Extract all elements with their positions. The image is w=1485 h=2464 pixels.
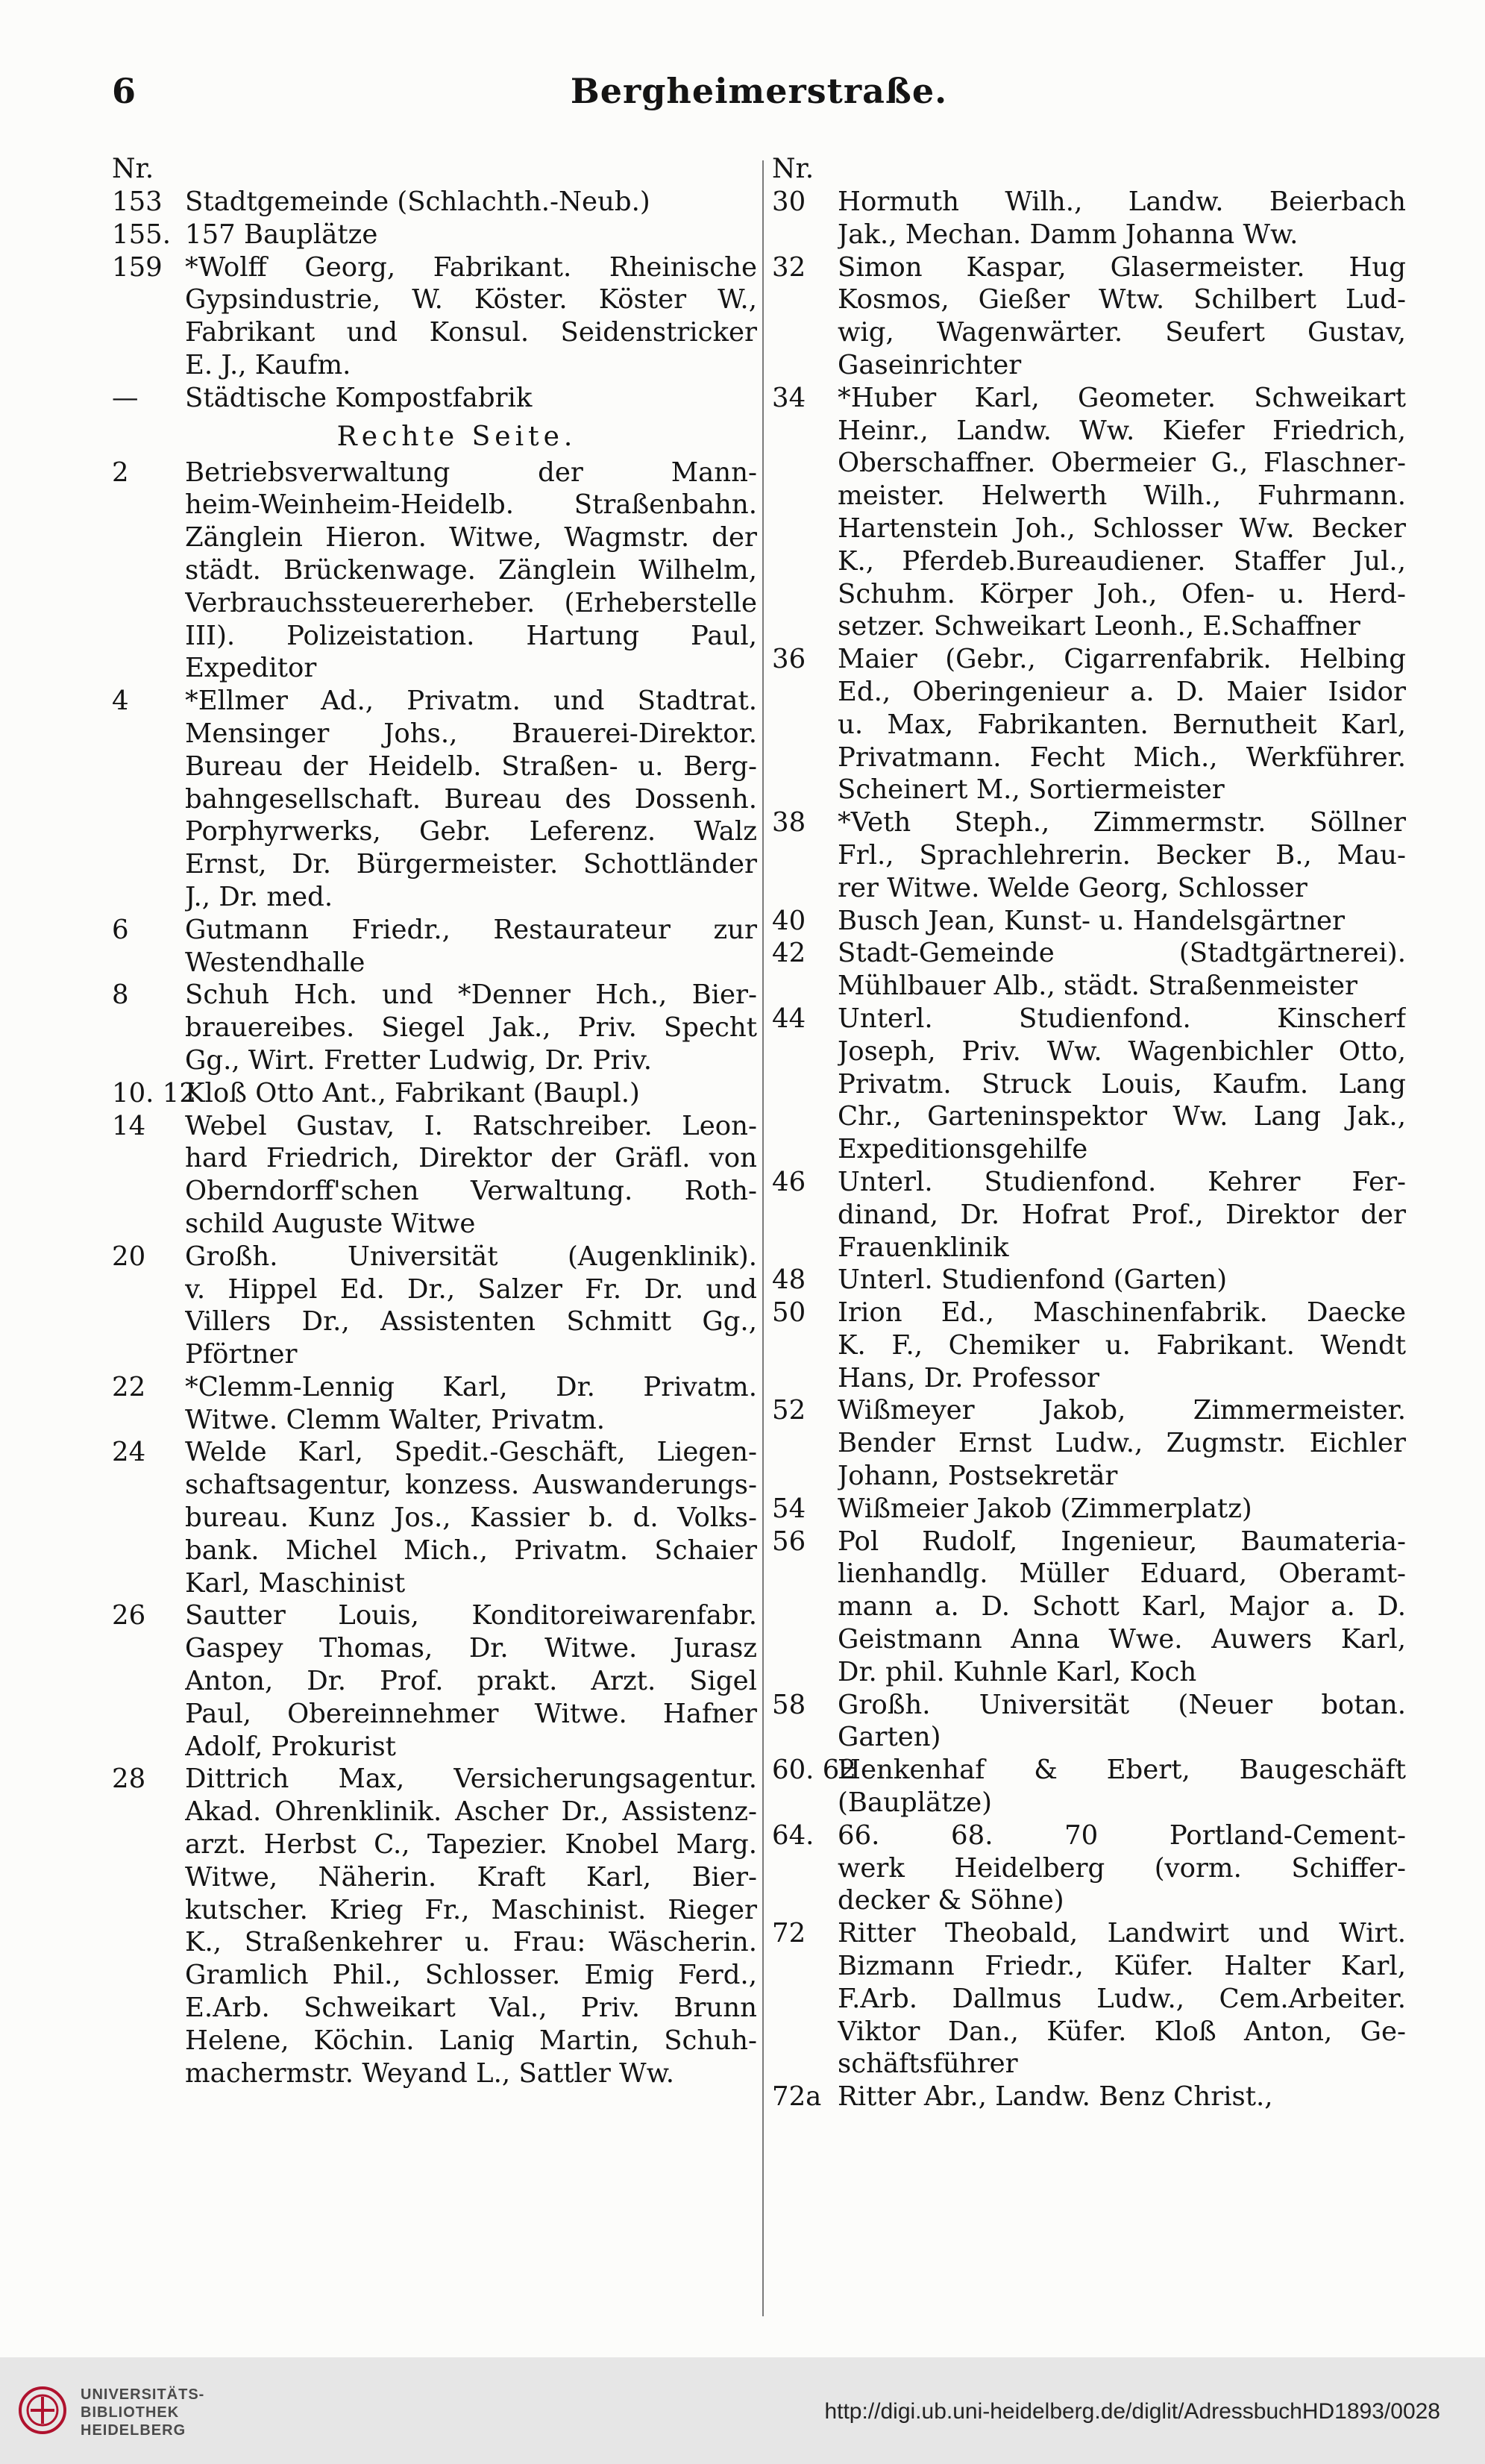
text-line: Ernst, Dr. Bürgermeister. Schottländer bbox=[185, 849, 757, 880]
text-line: Schuhm. Körper Joh., Ofen- u. Herd- bbox=[838, 578, 1406, 609]
directory-entry bbox=[772, 1526, 1406, 1689]
directory-entry bbox=[112, 1599, 757, 1763]
directory-entry bbox=[112, 251, 757, 382]
text-line: J., Dr. med. bbox=[185, 881, 333, 912]
text-line: Kloß Otto Ant., Fabrikant (Baupl.) bbox=[185, 1077, 640, 1109]
text-line: Henkenhaf & Ebert, Baugeschäft bbox=[838, 1755, 1406, 1786]
text-line: Jak., Mechan. Damm Johanna Ww. bbox=[838, 219, 1299, 250]
text-line: bureau. Kunz Jos., Kassier b. d. Volks- bbox=[185, 1502, 757, 1534]
residents-text bbox=[185, 251, 757, 382]
text-line: Frauenklinik bbox=[838, 1232, 1009, 1263]
text-line: Stadtgemeinde (Schlachth.-Neub.) bbox=[185, 186, 650, 217]
page-header bbox=[112, 71, 1406, 123]
text-line: Welde Karl, Spedit.-Geschäft, Liegen- bbox=[185, 1437, 757, 1468]
text-line: Bureau der Heidelb. Straßen- u. Berg- bbox=[185, 750, 757, 782]
text-line: 157 Bauplätze bbox=[185, 219, 378, 250]
text-line: Garten) bbox=[838, 1722, 941, 1753]
residents-text bbox=[838, 1917, 1406, 2081]
text-line: Bizmann Friedr., Küfer. Halter Karl, bbox=[838, 1951, 1406, 1982]
running-title: Bergheimerstraße. bbox=[570, 71, 948, 111]
directory-entry bbox=[772, 1166, 1406, 1264]
text-line: städt. Brückenwage. Zänglein Wilhelm, bbox=[185, 554, 757, 586]
house-number: 42 bbox=[772, 938, 806, 969]
text-line: Oberschaffner. Obermeier G., Flaschner- bbox=[838, 448, 1406, 479]
house-number: 6 bbox=[112, 914, 129, 945]
residents-text bbox=[838, 937, 1406, 1003]
residents-text bbox=[838, 1003, 1406, 1166]
directory-entry bbox=[772, 806, 1406, 904]
residents-text bbox=[838, 905, 1406, 938]
house-number: 58 bbox=[772, 1689, 806, 1720]
text-line: Verbrauchssteuererheber. (Erheberstelle bbox=[185, 587, 757, 618]
text-line: Geistmann Anna Wwe. Auwers Karl, bbox=[838, 1624, 1406, 1655]
residents-text bbox=[185, 979, 757, 1076]
text-line: Hartenstein Joh., Schlosser Ww. Becker bbox=[838, 512, 1406, 544]
house-number: 44 bbox=[772, 1003, 806, 1034]
directory-entry bbox=[112, 1763, 757, 2090]
house-number: 2 bbox=[112, 457, 129, 488]
text-line: hard Friedrich, Direktor der Gräfl. von bbox=[185, 1143, 757, 1174]
text-line: Stadt-Gemeinde (Stadtgärtnerei). bbox=[838, 938, 1406, 969]
residents-text bbox=[838, 186, 1406, 251]
text-line: *Ellmer Ad., Privatm. und Stadtrat. bbox=[185, 686, 757, 717]
text-line: Mensinger Johs., Brauerei-Direktor. bbox=[185, 718, 757, 749]
directory-entry bbox=[772, 1394, 1406, 1492]
residents-text bbox=[185, 685, 757, 914]
house-number: 40 bbox=[772, 905, 806, 936]
text-line: machermstr. Weyand L., Sattler Ww. bbox=[185, 2057, 675, 2089]
residents-text bbox=[838, 1493, 1406, 1526]
directory-entry bbox=[772, 1689, 1406, 1755]
text-line: E.Arb. Schweikart Val., Priv. Brunn bbox=[185, 1993, 757, 2024]
residents-text bbox=[838, 1264, 1406, 1297]
house-number: 54 bbox=[772, 1493, 806, 1524]
text-line: Sautter Louis, Konditoreiwarenfabr. bbox=[185, 1600, 757, 1631]
directory-entry bbox=[112, 1241, 757, 1371]
residents-text bbox=[185, 1110, 757, 1241]
residents-text bbox=[185, 1436, 757, 1599]
text-line: Unterl. Studienfond. Kehrer Fer- bbox=[838, 1166, 1406, 1197]
directory-entry bbox=[112, 1077, 757, 1110]
text-line: Gaspey Thomas, Dr. Witwe. Jurasz bbox=[185, 1633, 757, 1664]
text-line: Fabrikant und Konsul. Seidenstricker bbox=[185, 317, 757, 348]
text-line: Johann, Postsekretär bbox=[838, 1461, 1118, 1492]
text-line: Simon Kaspar, Glasermeister. Hug bbox=[838, 251, 1406, 283]
directory-entry bbox=[112, 685, 757, 914]
text-line: Westendhalle bbox=[185, 947, 365, 978]
text-line: (Bauplätze) bbox=[838, 1787, 993, 1819]
text-line: E. J., Kaufm. bbox=[185, 349, 351, 380]
house-number: 155. bbox=[112, 219, 172, 250]
residents-text bbox=[838, 1297, 1406, 1394]
text-line: *Veth Steph., Zimmermstr. Söllner bbox=[838, 807, 1406, 838]
text-line: Pförtner bbox=[185, 1339, 298, 1370]
directory-entry bbox=[772, 1819, 1406, 1917]
text-line: Expeditor bbox=[185, 653, 317, 684]
house-number: 48 bbox=[772, 1264, 806, 1296]
text-line: *Huber Karl, Geometer. Schweikart bbox=[838, 382, 1406, 413]
text-line: Mühlbauer Alb., städt. Straßenmeister bbox=[838, 971, 1358, 1002]
text-line: Städtische Kompostfabrik bbox=[185, 382, 533, 413]
text-line: K., Straßenkehrer u. Frau: Wäscherin. bbox=[185, 1927, 757, 1958]
directory-entry bbox=[772, 1493, 1406, 1526]
text-line: Adolf, Prokurist bbox=[185, 1731, 396, 1762]
directory-entry bbox=[772, 905, 1406, 938]
text-line: rer Witwe. Welde Georg, Schlosser bbox=[838, 872, 1307, 903]
text-line: Karl, Maschinist bbox=[185, 1567, 406, 1599]
residents-text bbox=[838, 1394, 1406, 1492]
text-line: Wißmeier Jakob (Zimmerplatz) bbox=[838, 1493, 1252, 1524]
residents-text bbox=[838, 1689, 1406, 1755]
directory-entry bbox=[772, 1003, 1406, 1166]
text-line: Hans, Dr. Professor bbox=[838, 1362, 1100, 1394]
text-line: Scheinert M., Sortiermeister bbox=[838, 774, 1225, 806]
house-number: 26 bbox=[112, 1600, 146, 1631]
text-line: K. F., Chemiker u. Fabrikant. Wendt bbox=[838, 1329, 1406, 1361]
directory-entry bbox=[112, 1110, 757, 1241]
house-number: 72 bbox=[772, 1918, 806, 1949]
residents-text bbox=[185, 1763, 757, 2090]
house-number: 50 bbox=[772, 1297, 806, 1329]
house-number: 64. bbox=[772, 1819, 814, 1851]
house-number: 4 bbox=[112, 686, 129, 717]
text-line: Akad. Ohrenklinik. Ascher Dr., Assistenz- bbox=[185, 1796, 757, 1828]
residents-text bbox=[838, 2081, 1406, 2113]
column-number-label: Nr. bbox=[772, 154, 814, 184]
text-line: Wißmeyer Jakob, Zimmermeister. bbox=[838, 1395, 1406, 1426]
house-number: 159 bbox=[112, 251, 163, 283]
text-line: schaftsagentur, konzess. Auswanderungs- bbox=[185, 1470, 757, 1501]
house-number: 10. 12 bbox=[112, 1077, 196, 1109]
house-number: 36 bbox=[772, 644, 806, 675]
text-line: Maier (Gebr., Cigarrenfabrik. Helbing bbox=[838, 644, 1406, 675]
page-number: 6 bbox=[112, 71, 136, 111]
text-line: *Wolff Georg, Fabrikant. Rheinische bbox=[185, 251, 757, 283]
text-line: F.Arb. Dallmus Ludw., Cem.Arbeiter. bbox=[838, 1983, 1406, 2014]
text-line: *Clemm-Lennig Karl, Dr. Privatm. bbox=[185, 1371, 757, 1402]
text-line: decker & Söhne) bbox=[838, 1885, 1064, 1916]
residents-text bbox=[185, 382, 757, 415]
text-line: Bender Ernst Ludw., Zugmstr. Eichler bbox=[838, 1428, 1406, 1459]
residents-text bbox=[185, 1241, 757, 1371]
text-line: Ed., Oberingenieur a. D. Maier Isidor bbox=[838, 676, 1406, 707]
text-line: schild Auguste Witwe bbox=[185, 1208, 476, 1239]
directory-entry bbox=[112, 979, 757, 1076]
house-number: 14 bbox=[112, 1110, 146, 1141]
text-line: v. Hippel Ed. Dr., Salzer Fr. Dr. und bbox=[185, 1273, 757, 1305]
residents-text bbox=[838, 806, 1406, 904]
text-line: Expeditionsgehilfe bbox=[838, 1134, 1088, 1165]
left-column bbox=[112, 153, 757, 2090]
text-line: Dittrich Max, Versicherungsagentur. bbox=[185, 1764, 757, 1795]
directory-entry bbox=[772, 937, 1406, 1003]
house-number: 22 bbox=[112, 1371, 146, 1402]
text-line: Helene, Köchin. Lanig Martin, Schuh- bbox=[185, 2025, 757, 2056]
text-line: Gaseinrichter bbox=[838, 349, 1022, 380]
house-number: 34 bbox=[772, 382, 806, 413]
directory-entry bbox=[112, 1371, 757, 1437]
text-line: Ritter Theobald, Landwirt und Wirt. bbox=[838, 1918, 1406, 1949]
directory-entry bbox=[772, 643, 1406, 806]
house-number: 20 bbox=[112, 1241, 146, 1272]
text-line: 66. 68. 70 Portland-Cement- bbox=[838, 1819, 1406, 1851]
text-line: Gypsindustrie, W. Köster. Köster W., bbox=[185, 284, 757, 316]
house-number: 30 bbox=[772, 186, 806, 217]
text-line: Witwe, Näherin. Kraft Karl, Bier- bbox=[185, 1861, 757, 1893]
text-line: Ritter Abr., Landw. Benz Christ., bbox=[838, 2081, 1273, 2113]
text-line: Pol Rudolf, Ingenieur, Baumateria- bbox=[838, 1526, 1406, 1557]
residents-text bbox=[185, 1371, 757, 1437]
house-number: 56 bbox=[772, 1526, 806, 1557]
text-line: Unterl. Studienfond. Kinscherf bbox=[838, 1003, 1406, 1034]
text-line: Zänglein Hieron. Witwe, Wagmstr. der bbox=[185, 522, 757, 554]
directory-entry bbox=[772, 382, 1406, 643]
library-footer bbox=[0, 2357, 1485, 2464]
text-line: wig, Wagenwärter. Seufert Gustav, bbox=[838, 317, 1406, 348]
text-line: heim-Weinheim-Heidelb. Straßenbahn. bbox=[185, 489, 757, 521]
directory-entry bbox=[112, 1436, 757, 1599]
house-number: 46 bbox=[772, 1166, 806, 1197]
text-line: Oberndorff'schen Verwaltung. Roth- bbox=[185, 1176, 757, 1207]
library-logo-text: UNIVERSITÄTS- BIBLIOTHEK HEIDELBERG bbox=[81, 2386, 205, 2439]
house-number: 32 bbox=[772, 251, 806, 283]
directory-entry bbox=[772, 1917, 1406, 2081]
residents-text bbox=[838, 1166, 1406, 1264]
text-line: u. Max, Fabrikanten. Bernutheit Karl, bbox=[838, 709, 1406, 740]
text-line: Privatmann. Fecht Mich., Werkführer. bbox=[838, 742, 1406, 773]
text-line: Anton, Dr. Prof. prakt. Arzt. Sigel bbox=[185, 1666, 757, 1697]
residents-text bbox=[185, 914, 757, 979]
text-line: Gramlich Phil., Schlosser. Emig Ferd., bbox=[185, 1960, 757, 1991]
residents-text bbox=[185, 1077, 757, 1110]
directory-entry bbox=[112, 382, 757, 415]
residents-text bbox=[185, 219, 757, 251]
text-line: Privatm. Struck Louis, Kaufm. Lang bbox=[838, 1068, 1406, 1100]
text-line: meister. Helwerth Wilh., Fuhrmann. bbox=[838, 480, 1406, 512]
text-line: werk Heidelberg (vorm. Schiffer- bbox=[838, 1852, 1406, 1884]
text-line: Webel Gustav, I. Ratschreiber. Leon- bbox=[185, 1110, 757, 1141]
text-line: Unterl. Studienfond (Garten) bbox=[838, 1264, 1228, 1296]
text-line: Joseph, Priv. Ww. Wagenbichler Otto, bbox=[838, 1035, 1406, 1067]
residents-text bbox=[838, 1526, 1406, 1689]
house-number: 8 bbox=[112, 979, 129, 1011]
house-number: 24 bbox=[112, 1437, 146, 1468]
directory-entry bbox=[772, 251, 1406, 382]
university-seal-icon bbox=[16, 2384, 69, 2436]
house-number: 72a bbox=[772, 2081, 822, 2113]
text-line: brauereibes. Siegel Jak., Priv. Specht bbox=[185, 1012, 757, 1044]
directory-entry bbox=[772, 186, 1406, 251]
column-number-label: Nr. bbox=[112, 154, 154, 184]
text-line: Villers Dr., Assistenten Schmitt Gg., bbox=[185, 1306, 757, 1338]
house-number: 38 bbox=[772, 807, 806, 838]
text-line: kutscher. Krieg Fr., Maschinist. Rieger bbox=[185, 1894, 757, 1925]
text-line: mann a. D. Schott Karl, Major a. D. bbox=[838, 1591, 1406, 1623]
text-line: Gg., Wirt. Fretter Ludwig, Dr. Priv. bbox=[185, 1044, 652, 1076]
text-line: dinand, Dr. Hofrat Prof., Direktor der bbox=[838, 1199, 1406, 1230]
text-line: lienhandlg. Müller Eduard, Oberamt- bbox=[838, 1558, 1406, 1590]
text-line: arzt. Herbst C., Tapezier. Knobel Marg. bbox=[185, 1829, 757, 1860]
text-line: bahngesellschaft. Bureau des Dossenh. bbox=[185, 783, 757, 815]
text-line: Porphyrwerks, Gebr. Leferenz. Walz bbox=[185, 816, 757, 847]
text-line: Viktor Dan., Küfer. Kloß Anton, Ge- bbox=[838, 2016, 1406, 2047]
text-line: setzer. Schweikart Leonh., E.Schaffner bbox=[838, 611, 1360, 642]
residents-text bbox=[838, 643, 1406, 806]
house-number: 153 bbox=[112, 186, 163, 217]
text-line: schäftsführer bbox=[838, 2048, 1018, 2080]
residents-text bbox=[185, 1599, 757, 1763]
directory-entry bbox=[112, 914, 757, 979]
directory-entry bbox=[772, 2081, 1406, 2113]
text-line: Irion Ed., Maschinenfabrik. Daecke bbox=[838, 1297, 1406, 1329]
text-line: Großh. Universität (Neuer botan. bbox=[838, 1689, 1406, 1720]
residents-text bbox=[838, 251, 1406, 382]
column-divider bbox=[762, 160, 764, 2316]
residents-text bbox=[838, 1754, 1406, 1819]
directory-entry bbox=[112, 457, 757, 686]
directory-entry bbox=[112, 219, 757, 251]
text-line: Hormuth Wilh., Landw. Beierbach bbox=[838, 186, 1406, 217]
directory-entry bbox=[772, 1754, 1406, 1819]
text-line: Heinr., Landw. Ww. Kiefer Friedrich, bbox=[838, 415, 1406, 446]
right-column bbox=[772, 153, 1406, 2113]
text-line: Frl., Sprachlehrerin. Becker B., Mau- bbox=[838, 839, 1406, 871]
text-line: Gutmann Friedr., Restaurateur zur bbox=[185, 914, 757, 945]
residents-text bbox=[838, 382, 1406, 643]
text-line: Kosmos, Gießer Wtw. Schilbert Lud- bbox=[838, 284, 1406, 316]
text-line: K., Pferdeb.Bureaudiener. Staffer Jul., bbox=[838, 545, 1406, 577]
residents-text bbox=[185, 186, 757, 219]
text-line: Paul, Obereinnehmer Witwe. Hafner bbox=[185, 1698, 757, 1729]
text-line: Schuh Hch. und *Denner Hch., Bier- bbox=[185, 979, 757, 1011]
source-url-link[interactable]: http://digi.ub.uni-heidelberg.de/diglit/AdressbuchHD1893/0028 bbox=[824, 2399, 1440, 2424]
house-number: — bbox=[112, 382, 139, 413]
text-line: Witwe. Clemm Walter, Privatm. bbox=[185, 1404, 606, 1435]
text-line: bank. Michel Mich., Privatm. Schaier bbox=[185, 1534, 757, 1566]
house-number: 60. 62 bbox=[772, 1755, 856, 1786]
residents-text bbox=[838, 1819, 1406, 1917]
house-number: 52 bbox=[772, 1395, 806, 1426]
text-line: III). Polizeistation. Hartung Paul, bbox=[185, 620, 757, 651]
text-line: Chr., Garteninspektor Ww. Lang Jak., bbox=[838, 1101, 1406, 1132]
text-line: Dr. phil. Kuhnle Karl, Koch bbox=[838, 1656, 1197, 1687]
directory-entry bbox=[112, 186, 757, 219]
text-line: Busch Jean, Kunst- u. Handelsgärtner bbox=[838, 905, 1345, 936]
text-line: Großh. Universität (Augenklinik). bbox=[185, 1241, 757, 1272]
section-heading: Rechte Seite. bbox=[336, 421, 577, 452]
text-line: Betriebsverwaltung der Mann- bbox=[185, 457, 757, 488]
residents-text bbox=[185, 457, 757, 686]
directory-entry bbox=[772, 1264, 1406, 1297]
directory-entry bbox=[772, 1297, 1406, 1394]
house-number: 28 bbox=[112, 1764, 146, 1795]
